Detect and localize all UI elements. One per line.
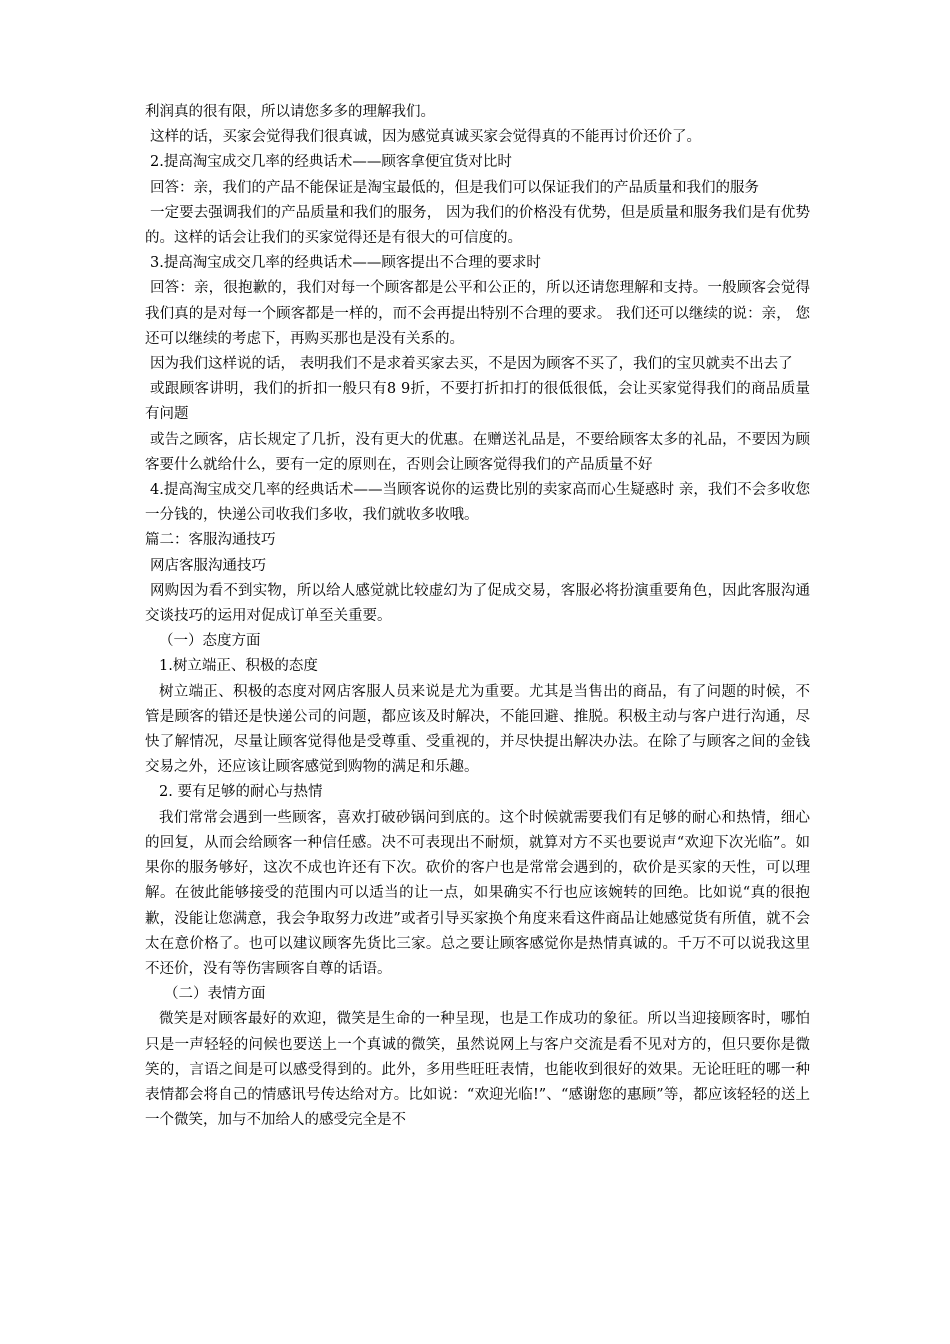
subsection-heading: 2. 要有足够的耐心与热情	[159, 784, 323, 801]
paragraph: 4.提高淘宝成交几率的经典话术——当顾客说你的运费比别的卖家高而心生疑惑时 亲，我们不会多收您一分钱的，快递公司收我们多收，我们就收多收哦。	[145, 482, 810, 524]
section-heading: （二）表情方面	[164, 986, 266, 1003]
article-title: 网店客服沟通技巧	[150, 557, 266, 574]
paragraph: 回答：亲，我们的产品不能保证是淘宝最低的，但是我们可以保证我们的产品质量和我们的服务	[150, 179, 759, 196]
paragraph: 我们常常会遇到一些顾客，喜欢打破砂锅问到底的。这个时候就需要我们有足够的耐心和热情，细心的回复，从而会给顾客一种信任感。决不可表现出不耐烦，就算对方不买也要说声“欢迎下次光临”。如果你的服务够好，这次不成也许还有下次。砍价的客户也是常常会遇到的，砍价是买家的天性，可以理解。在彼此能够接受的范围内可以适当的让一点，如果确实不行也应该婉转的回绝。比如说“真的很抱歉，没能让您满意，我会争取努力改进”或者引导买家换个角度来看这件商品让她感觉货有所值，就不会太在意价格了。也可以建议顾客先货比三家。总之要让顾客感觉你是热情真诚的。千万不可以说我这里不还价，没有等伤害顾客自尊的话语。	[145, 809, 810, 977]
paragraph: 因为我们这样说的话， 表明我们不是求着买家去买，不是因为顾客不买了，我们的宝贝就卖不出去了	[150, 356, 793, 373]
paragraph: 这样的话，买家会觉得我们很真诚，因为感觉真诚买家会觉得真的不能再讨价还价了。	[150, 129, 701, 146]
document-page	[145, 100, 810, 1133]
paragraph: 或告之顾客，店长规定了几折，没有更大的优惠。在赠送礼品是，不要给顾客太多的礼品，不要因为顾客要什么就给什么，要有一定的原则在，否则会让顾客觉得我们的产品质量不好	[145, 431, 810, 473]
chapter-heading: 篇二：客服沟通技巧	[145, 532, 276, 549]
paragraph: 利润真的很有限，所以请您多多的理解我们。	[145, 104, 435, 120]
paragraph: 一定要去强调我们的产品质量和我们的服务， 因为我们的价格没有优势，但是质量和服务我们是有优势的。这样的话会让我们的买家觉得还是有很大的可信度的。	[145, 204, 810, 247]
section-heading: 3.提高淘宝成交几率的经典话术——顾客提出不合理的要求时	[150, 255, 541, 272]
subsection-heading: 1.树立端正、积极的态度	[159, 658, 318, 675]
paragraph: 回答：亲，很抱歉的，我们对每一个顾客都是公平和公正的，所以还请您理解和支持。一般顾客会觉得我们真的是对每一个顾客都是一样的，而不会再提出特别不合理的要求。 我们还可以继续的说：亲， 您还可以继续的考虑下，再购买那也是没有关系的。	[145, 280, 810, 347]
section-heading: （一）态度方面	[159, 633, 261, 650]
paragraph: 或跟顾客讲明，我们的折扣一般只有8 9折，不要打折扣打的很低很低，会让买家觉得我们的商品质量有问题	[145, 381, 810, 423]
paragraph: 网购因为看不到实物，所以给人感觉就比较虚幻为了促成交易，客服必将扮演重要角色，因此客服沟通交谈技巧的运用对促成订单至关重要。	[145, 582, 810, 625]
paragraph: 树立端正、积极的态度对网店客服人员来说是尤为重要。尤其是当售出的商品，有了问题的时候，不管是顾客的错还是快递公司的问题，都应该及时解决，不能回避、推脱。积极主动与客户进行沟通，尽快了解情况，尽量让顾客觉得他是受尊重、受重视的，并尽快提出解决办法。在除了与顾客之间的金钱交易之外，还应该让顾客感觉到购物的满足和乐趣。	[145, 683, 810, 776]
section-heading: 2.提高淘宝成交几率的经典话术——顾客拿便宜货对比时	[150, 154, 512, 171]
paragraph: 微笑是对顾客最好的欢迎，微笑是生命的一种呈现，也是工作成功的象征。所以当迎接顾客时，哪怕只是一声轻轻的问候也要送上一个真诚的微笑，虽然说网上与客户交流是看不见对方的，但只要你是微笑的，言语之间是可以感受得到的。此外，多用些旺旺表情，也能收到很好的效果。无论旺旺的哪一种表情都会将自己的情感讯号传达给对方。比如说：“欢迎光临!”、“感谢您的惠顾”等，都应该轻轻的送上一个微笑，加与不加给人的感受完全是不	[145, 1011, 810, 1129]
